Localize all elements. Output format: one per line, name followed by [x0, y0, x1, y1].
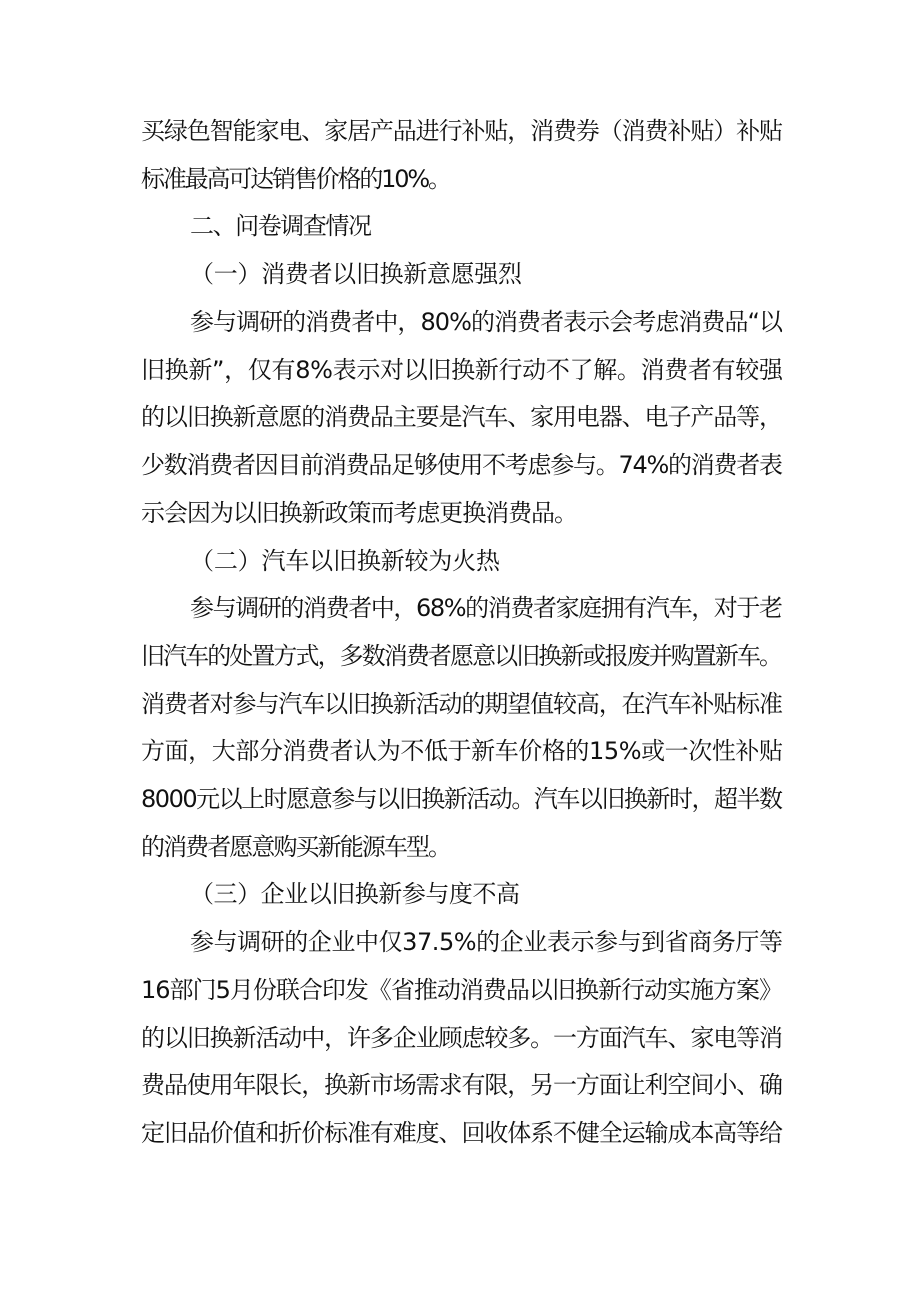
body-text: 标准最高可达销售价格的10%。: [141, 165, 450, 193]
body-line: [0, 1018, 920, 1058]
body-text: 8000元以上时愿意参与以旧换新活动。汽车以旧换新时，超半数: [141, 785, 782, 813]
body-text: 的消费者愿意购买新能源车型。: [141, 833, 451, 861]
body-text: 少数消费者因目前消费品足够使用不考虑参与。74%的消费者表: [141, 451, 782, 479]
body-line: [0, 397, 920, 437]
body-line: [0, 588, 920, 628]
body-text: 参与调研的消费者中，68%的消费者家庭拥有汽车，对于老: [190, 594, 782, 622]
body-line: [0, 922, 920, 962]
body-text: 买绿色智能家电、家居产品进行补贴，消费券（消费补贴）补贴: [141, 117, 782, 145]
body-text: 示会因为以旧换新政策而考虑更换消费品。: [141, 499, 577, 527]
subsection-heading-line: [0, 254, 920, 294]
body-text: 费品使用年限长，换新市场需求有限，另一方面让利空间小、确: [141, 1071, 782, 1099]
body-text: 的以旧换新意愿的消费品主要是汽车、家用电器、电子产品等，: [141, 403, 782, 431]
body-line: [0, 1113, 920, 1153]
body-line: [0, 159, 920, 199]
body-text: 16部门5月份联合印发《省推动消费品以旧换新行动实施方案》: [141, 976, 783, 1004]
body-line: [0, 111, 920, 151]
body-line: [0, 779, 920, 819]
body-line: [0, 350, 920, 390]
section-heading: 二、问卷调查情况: [190, 212, 371, 240]
subsection-heading: （二）汽车以旧换新较为火热: [190, 547, 500, 575]
body-text: 消费者对参与汽车以旧换新活动的期望值较高，在汽车补贴标准: [141, 690, 782, 718]
body-line: [0, 684, 920, 724]
body-text: 旧换新”，仅有8%表示对以旧换新行动不了解。消费者有较强: [141, 356, 783, 384]
body-text: 方面，大部分消费者认为不低于新车价格的15%或一次性补贴: [141, 737, 783, 765]
body-line: [0, 445, 920, 485]
body-text: 旧汽车的处置方式，多数消费者愿意以旧换新或报废并购置新车。: [141, 642, 782, 670]
subsection-heading: （一）消费者以旧换新意愿强烈: [190, 260, 522, 288]
body-text: 参与调研的消费者中，80%的消费者表示会考虑消费品“以: [190, 308, 783, 336]
body-text: 定旧品价值和折价标准有难度、回收体系不健全运输成本高等给: [141, 1119, 782, 1147]
body-line: [0, 493, 920, 533]
body-line: [0, 731, 920, 771]
body-text: 参与调研的企业中仅37.5%的企业表示参与到省商务厅等: [190, 928, 783, 956]
body-text: 的以旧换新活动中，许多企业顾虑较多。一方面汽车、家电等消: [141, 1024, 782, 1052]
body-line: [0, 636, 920, 676]
body-line: [0, 302, 920, 342]
body-line: [0, 1065, 920, 1105]
subsection-heading-line: [0, 874, 920, 914]
body-line: [0, 827, 920, 867]
subsection-heading: （三）企业以旧换新参与度不高: [190, 880, 520, 908]
section-heading-line: [0, 206, 920, 246]
body-line: [0, 970, 920, 1010]
subsection-heading-line: [0, 541, 920, 581]
